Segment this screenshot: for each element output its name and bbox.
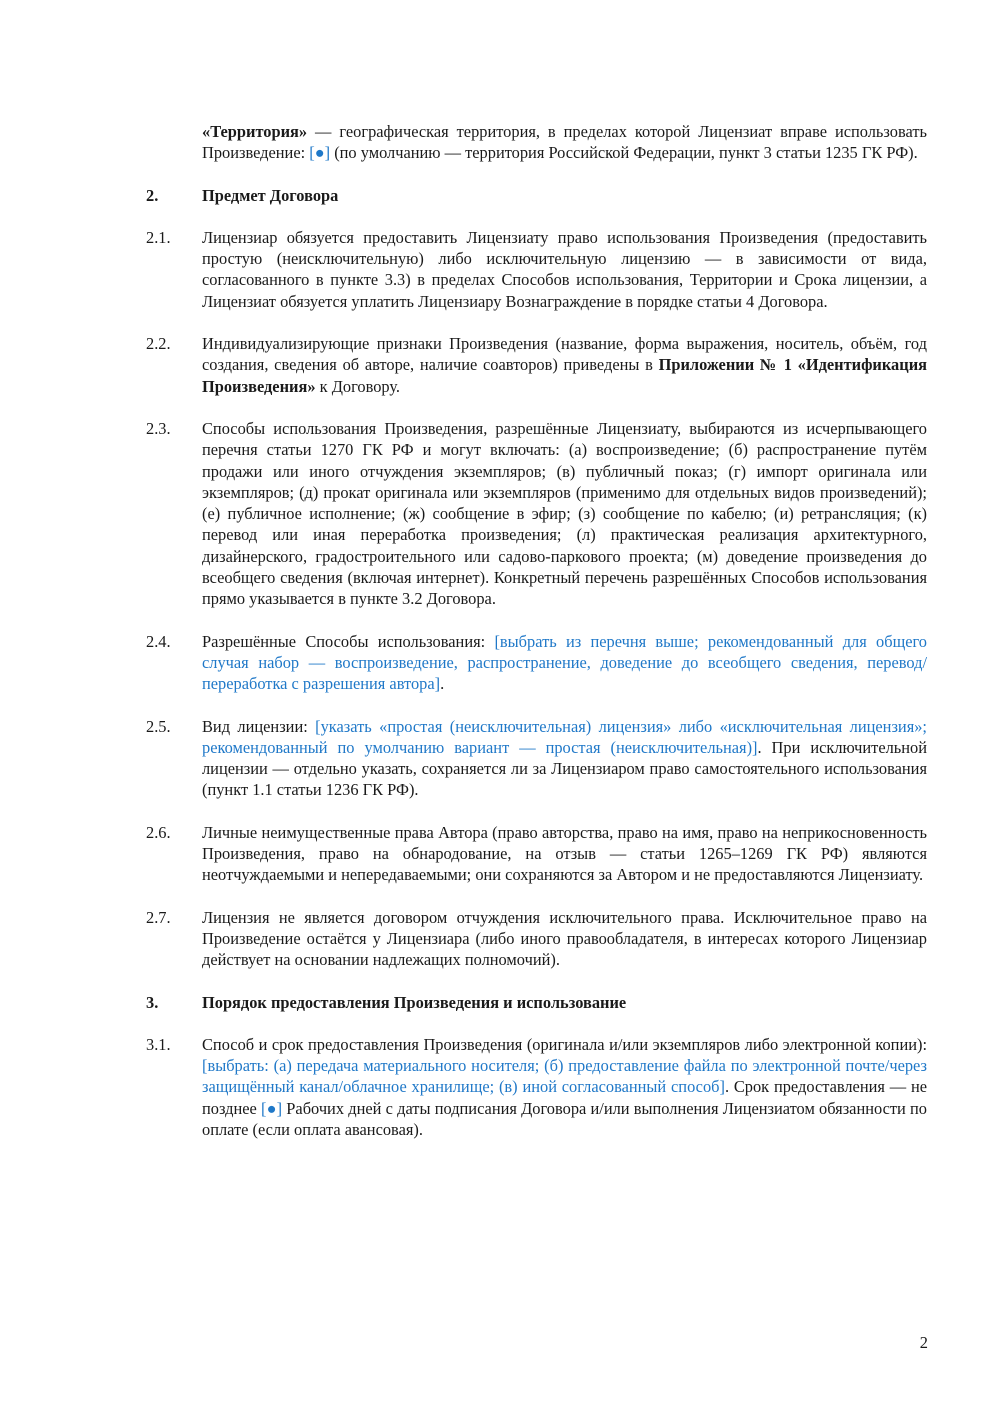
appendix-reference: Приложении № 1 «Идентификация Произведения» (202, 355, 928, 396)
clause-text-part: . Срок предоставления — не позднее (202, 1077, 927, 1118)
clause-text-part: . (440, 674, 445, 694)
clause-text (202, 1034, 927, 1140)
clause-2-2 (146, 333, 927, 397)
clause-2-4 (146, 631, 927, 695)
placeholder-delivery-days: [●] (261, 1098, 283, 1118)
clause-3-1 (146, 1034, 927, 1140)
placeholder-usage-methods: [выбрать из перечня выше; рекомендованный для общего случая набор — воспроизведение, распространение, доведение до всеобщего сведения, перевод/переработка с разрешения автора] (202, 631, 927, 694)
clause-2-7 (146, 907, 927, 971)
clause-number: 2.3. (146, 418, 171, 438)
clause-number: 2.7. (146, 907, 171, 927)
clause-text: Лицензиар обязуется предоставить Лицензиату право использования Произведения (предоставить простую (неисключительную) либо исключительную лицензию — в зависимости от вида, согласованного в пункте 3.3) в пределах Способов использования, Территории и Срока лицензии, а Лицензиат обязуется уплатить Лицензиару Вознаграждение в порядке статьи 4 Договора. (202, 227, 927, 311)
clause-text-part: Индивидуализирующие признаки Произведения (название, форма выражения, носитель, объём, год создания, сведения об авторе, наличие соавторов) приведены в (202, 334, 927, 375)
clause-number: 2.2. (146, 334, 171, 354)
clause-number: 2.5. (146, 716, 171, 736)
clause-number: 2.4. (146, 631, 171, 651)
clause-text-part: . При исключительной лицензии — отдельно указать, сохраняется ли за Лицензиаром право самостоятельного использования (пункт 1.1 статьи 1236 ГК РФ). (202, 737, 927, 800)
clause-text-part: Разрешённые Способы использования: (202, 631, 495, 651)
clause-text (202, 333, 927, 397)
clause-2-3 (146, 418, 927, 610)
section-heading-3 (146, 992, 927, 1013)
placeholder-delivery-method: [выбрать: (а) передача материального носителя; (б) предоставление файла по электронной почте/через защищённый канал/облачное хранилище; (в) иной согласованный способ] (202, 1056, 927, 1097)
definition-territory (202, 121, 927, 164)
definition-text: — географическая территория, в пределах которой Лицензиат вправе использовать Произведение: (202, 122, 927, 163)
placeholder-license-type: [указать «простая (неисключительная) лицензия» либо «исключительная лицензия»; рекомендованный по умолчанию вариант — простая (неисключительная)] (202, 716, 927, 757)
clause-number: 3.1. (146, 1034, 171, 1054)
clause-2-6 (146, 822, 927, 886)
clause-number: 2.6. (146, 822, 171, 842)
clause-text-part: Рабочих дней с даты подписания Договора и/или выполнения Лицензиатом обязанности по оплате (если оплата авансовая). (202, 1098, 927, 1139)
section-title: Предмет Договора (202, 185, 339, 205)
clause-text: Способы использования Произведения, разрешённые Лицензиату, выбираются из исчерпывающего перечня статьи 1270 ГК РФ и могут включать: (а) воспроизведение; (б) распространение путём продажи или иного отчуждения экземпляров; (в) публичный показ; (г) импорт оригинала или экземпляров; (д) прокат оригинала или экземпляров (применимо для отдельных видов произведений); (е) публичное исполнение; (ж) сообщение в эфир; (з) сообщение по кабелю; (и) ретрансляция; (к) перевод или иная переработка произведения; (л) практическая реализация архитектурного, дизайнерского, градостроительного или садово-паркового проекта; (м) доведение произведения до всеобщего сведения (включая интернет). Конкретный перечень разрешённых Способов использования прямо указывается в пункте 3.2 Договора. (202, 418, 927, 609)
clause-text (202, 631, 927, 695)
section-title: Порядок предоставления Произведения и использование (202, 992, 627, 1012)
clause-text: Личные неимущественные права Автора (право авторства, право на имя, право на неприкосновенность Произведения, право на обнародование, на отзыв — статьи 1265–1269 ГК РФ) являются неотчуждаемыми и непередаваемыми; они сохраняются за Автором и не предоставляются Лицензиату. (202, 822, 927, 885)
clause-2-5 (146, 716, 927, 801)
clause-text-part: Вид лицензии: (202, 716, 316, 736)
clause-number: 2.1. (146, 227, 171, 247)
section-number: 3. (146, 992, 159, 1012)
clause-text: Лицензия не является договором отчуждения исключительного права. Исключительное право на Произведение остаётся у Лицензиара (либо иного правообладателя, в интересах которого Лицензиар действует на основании надлежащих полномочий). (202, 907, 927, 970)
definition-text-cont: (по умолчанию — территория Российской Федерации, пункт 3 статьи 1235 ГК РФ). (330, 143, 918, 163)
clause-2-1 (146, 227, 927, 312)
clause-text-part: Способ и срок предоставления Произведения (оригинала и/или экземпляров либо электронной копии): (202, 1034, 927, 1054)
section-heading-2 (146, 185, 927, 206)
document-content (146, 121, 927, 1161)
placeholder-territory: [●] (309, 143, 331, 163)
clause-text (202, 716, 927, 801)
section-number: 2. (146, 185, 159, 205)
definition-term: «Территория» (202, 122, 308, 141)
page-number: 2 (919, 1333, 928, 1352)
clause-text-part: к Договору. (315, 376, 401, 396)
